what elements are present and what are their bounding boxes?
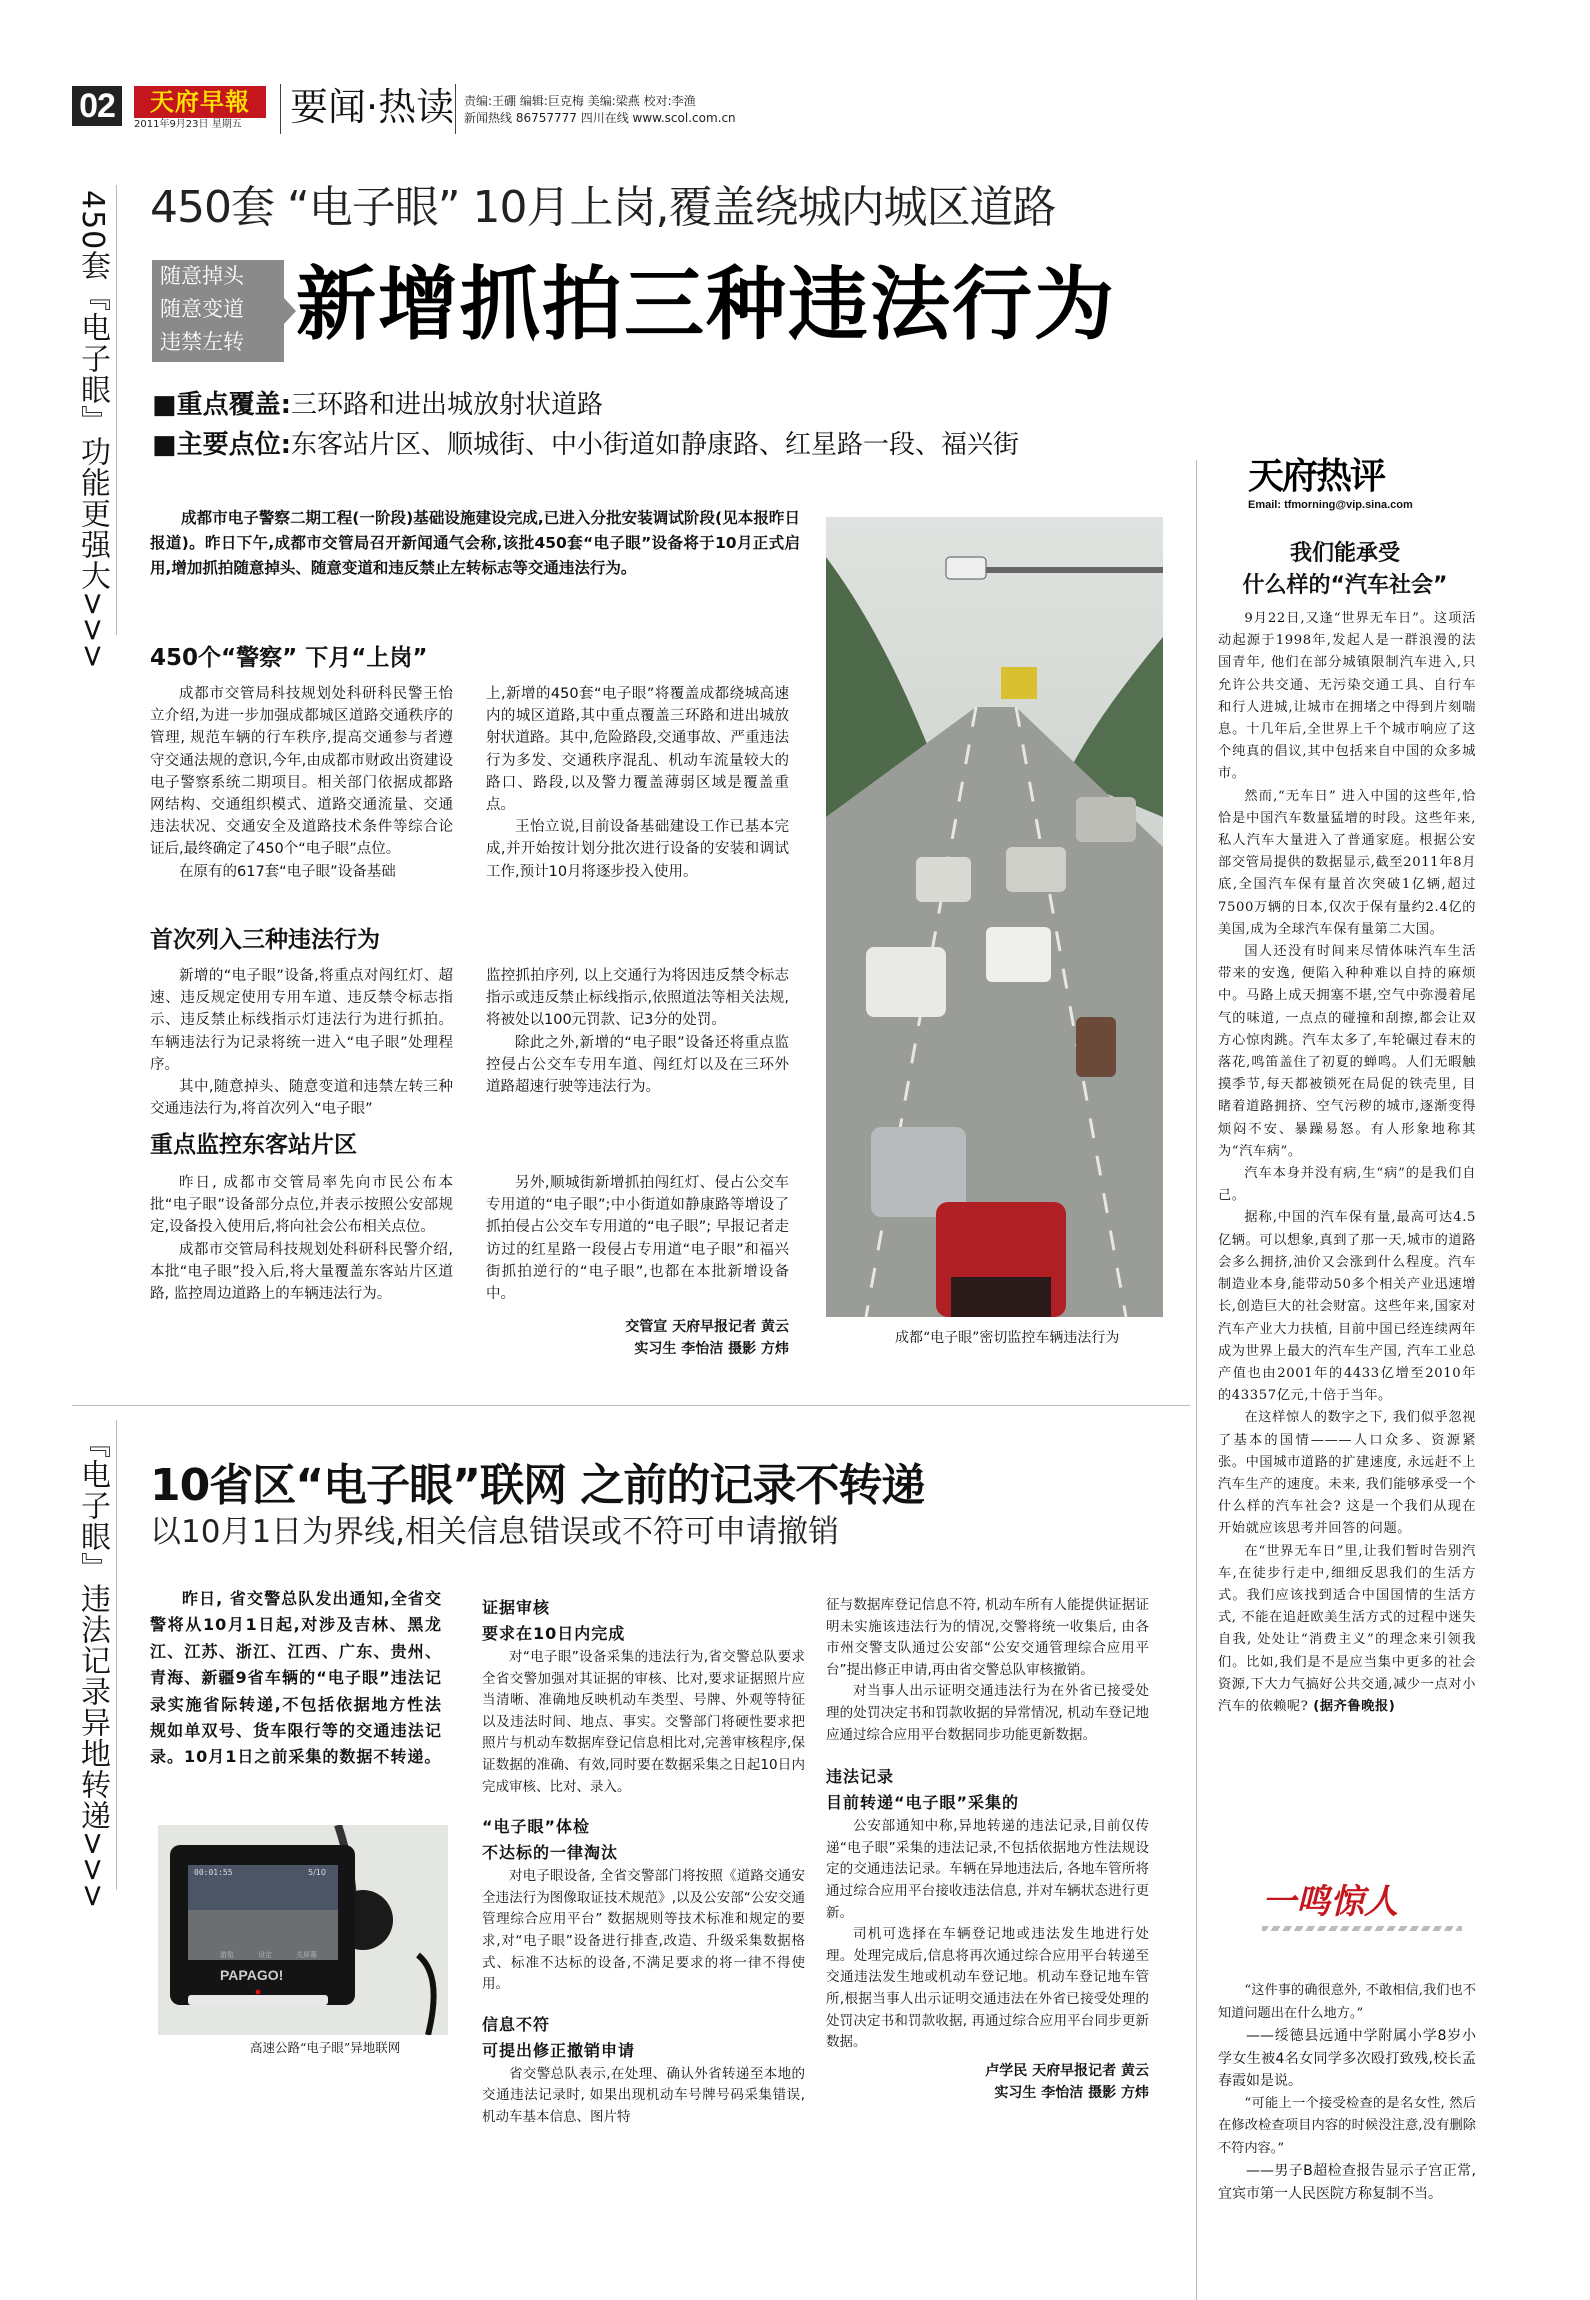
traffic-photo bbox=[826, 517, 1163, 1317]
article1-lead: 成都市电子警察二期工程(一阶段)基础设施建设完成,已进入分批安装调试阶段(见本报昨日报道)。昨日下午,成都市交管局召开新闻通气会称,该批450套“电子眼”设备将于10月正式启用,增加抓拍随意掉头、随意变道和违反禁止左转标志等交通违法行为。 bbox=[150, 509, 800, 577]
subhead: 目前转递“电子眼”采集的 bbox=[826, 1793, 1020, 1813]
header-divider bbox=[455, 84, 456, 134]
paragraph: 省交警总队表示,在处理、确认外省转递至本地的交通违法记录时, 如果出现机动车号牌号码采集错误,机动车基本信息、图片特 bbox=[482, 2065, 805, 2125]
dashcam-image bbox=[158, 1825, 448, 2035]
article2-lead: 昨日, 省交警总队发出通知,全省交警将从10月1日起,对涉及吉林、黑龙江、江苏、浙江、江西、广东、贵州、青海、新疆9省车辆的“电子眼”违法记录实施省际转递,不包括依据地方性法规如单双号、货车限行等的交通违法记录。10月1日之前采集的数据不转递。 bbox=[150, 1589, 442, 1767]
paragraph: 对电子眼设备, 全省交警部门将按照《道路交通安全违法行为图像取证技术规范》,以及公安部“公安交通管理综合应用平台” 数据规则等技术标准和规定的要求,对“电子眼”设备进行排查,改造、升级采集数据格式、标准不达标的设备,不满足要求的将一律不得使用。 bbox=[482, 1868, 805, 1993]
tag: 违禁左转 bbox=[160, 330, 244, 354]
title-line: 什么样的“汽车社会” bbox=[1242, 573, 1448, 598]
paragraph: 在这样惊人的数字之下, 我们似乎忽视了基本的国情———人口众多、资源紧张。中国城市道路的扩建速度, 永远赶不上汽车生产的速度。未来, 我们能够承受一个什么样的汽车社会? 这是一个我们从现在开始就应该思考并回答的问题。 bbox=[1218, 1410, 1476, 1537]
key-point-text: 三环路和进出城放射状道路 bbox=[290, 390, 603, 420]
article2-col-right bbox=[826, 1595, 1149, 2104]
subhead: 重点监控东客站片区 bbox=[150, 1132, 357, 1158]
subhead: 要求在10日内完成 bbox=[482, 1624, 626, 1643]
subhead: 信息不符 bbox=[482, 2014, 551, 2034]
camera-menu-item: 游览 bbox=[220, 1951, 234, 1959]
title-line: 我们能承受 bbox=[1289, 541, 1400, 566]
key-point-text: 东客站片区、顺城街、中小街道如静康路、红星路一段、福兴街 bbox=[290, 430, 1019, 460]
quote: “这件事的确很意外, 不敢相信,我们也不知道问题出在什么地方。” bbox=[1218, 1983, 1476, 2021]
section-body bbox=[482, 2064, 805, 2129]
paragraph: 在原有的617套“电子眼”设备基础 bbox=[179, 863, 396, 880]
byline-line: 实习生 李怡洁 摄影 方炜 bbox=[634, 1341, 789, 1357]
article1-col-left bbox=[150, 1172, 453, 1305]
paragraph: 征与数据库登记信息不符, 机动车所有人能提供证据证明未实施该违法行为的情况,交警将统一收集后, 由各市州交警支队通过公安部“公安交通管理综合应用平台”提出修正申请,再由省交警总队审核撤销。 bbox=[826, 1597, 1149, 1678]
tag: 随意掉头 bbox=[160, 264, 244, 288]
dashcam-caption: 高速公路“电子眼”异地联网 bbox=[250, 2040, 401, 2055]
paragraph: 新增的“电子眼”设备,将重点对闯红灯、超速、违反规定使用专用车道、违反禁令标志指示、违反禁止标线指示灯违法行为进行抓拍。车辆违法行为记录将统一进入“电子眼”处理程序。 bbox=[150, 968, 453, 1073]
article1-col-right bbox=[486, 965, 789, 1098]
article1-col-left bbox=[150, 965, 453, 1120]
section-body bbox=[482, 1647, 805, 1798]
side-rule bbox=[116, 1420, 117, 1890]
section-body bbox=[482, 1866, 805, 1996]
dashcam-photo bbox=[158, 1825, 448, 2035]
credits-line-2: 新闻热线 86757777 四川在线 www.scol.com.cn bbox=[464, 111, 736, 125]
section-title: 要闻·热读 bbox=[290, 85, 455, 129]
commentary-source: (据齐鲁晚报) bbox=[1313, 1698, 1396, 1714]
article1-byline bbox=[486, 1316, 789, 1360]
tag: 随意变道 bbox=[160, 297, 244, 321]
camera-brand: PAPAGO! bbox=[220, 1967, 284, 1983]
camera-time: 00:01:55 bbox=[194, 1868, 233, 1877]
article1-kicker: 450套 “电子眼” 10月上岗,覆盖绕城内城区道路 bbox=[150, 182, 1056, 233]
commentary-email: Email: tfmorning@vip.sina.com bbox=[1248, 499, 1413, 511]
article1-col-left bbox=[150, 683, 453, 883]
section-body bbox=[826, 1816, 1149, 2054]
paragraph: 汽车本身并没有病,生“病”的是我们自己。 bbox=[1218, 1166, 1476, 1204]
page-number: 02 bbox=[72, 86, 122, 126]
editor-credits bbox=[464, 93, 736, 127]
paragraph: 国人还没有时间来尽情体味汽车生活带来的安逸, 便陷入种种难以自持的麻烦中。马路上成天拥塞不堪,空气中弥漫着尾气的味道, 一点点的碰撞和刮擦,都会让双方心惊肉跳。汽车太多了,车轮碾过春末的落花,鸣笛盖住了初夏的蝉鸣。人们无暇触摸季节,每天都被锁死在局促的铁壳里, 目睹着道路拥挤、空气污秽的城市,逐渐变得烦闷不安、暴躁易怒。有人形象地称其为“汽车病”。 bbox=[1218, 944, 1476, 1159]
logo-text: 天府热评 bbox=[1248, 456, 1385, 497]
paragraph-text: 在“世界无车日”里,让我们暂时告别汽车,在徒步行走中,细细反思我们的生活方式。我们应该找到适合中国国情的生活方式, 不能在追赶欧美生活方式的过程中迷失自我, 处处让“消费主义”的理念来引领我们。比如,我们是不是应当集中更多的社会资源,下大力气搞好公共交通,减少一点对小汽车的依赖呢? bbox=[1218, 1543, 1476, 1714]
logo-stripes bbox=[1262, 1926, 1462, 1931]
camera-menu-item: 关屏幕 bbox=[296, 1951, 317, 1959]
traffic-photo-image bbox=[826, 517, 1163, 1317]
subhead: 首次列入三种违法行为 bbox=[150, 927, 380, 953]
paragraph: 对“电子眼”设备采集的违法行为,省交警总队要求全省交警加强对其证据的审核、比对,要求证据照片应当清晰、准确地反映机动车类型、号牌、外观等特征以及违法时间、地点、事实。交警部门将硬性要求把照片与机动车数据库登记信息相比对,完善审核程序,保证数据的准确、有效,同时要在数据采集之日起10日内完成审核、比对、录入。 bbox=[482, 1649, 805, 1795]
subhead: 450个“警察” 下月“上岗” bbox=[150, 645, 428, 671]
article2-subheadline: 以10月1日为界线,相关信息错误或不符可申请撤销 bbox=[150, 1514, 840, 1550]
article2-col-middle bbox=[482, 1595, 805, 2129]
byline-line: 交管宣 天府早报记者 黄云 bbox=[625, 1319, 789, 1335]
paragraph: 上,新增的450套“电子眼”将覆盖成都绕城高速内的城区道路,其中重点覆盖三环路和进出城放射状道路。其中,危险路段,交通事故、严重违法行为多发、交通秩序混乱、机动车流量较大的路口、路段,以及警力覆盖薄弱区域是覆盖重点。 bbox=[486, 686, 789, 814]
article1-col-right bbox=[486, 1172, 789, 1305]
side-label-bottom: 『电子眼』违法记录异地转递>>> bbox=[75, 1428, 110, 1910]
key-point bbox=[152, 425, 1019, 465]
violation-tags bbox=[152, 260, 284, 362]
camera-count: 5/10 bbox=[308, 1868, 326, 1877]
quote-attribution: ——男子B超检查报告显示子宫正常,宜宾市第一人民医院方称复制不当。 bbox=[1218, 2163, 1476, 2202]
paragraph: 据称,中国的汽车保有量,最高可达4.5亿辆。可以想象,真到了那一天,城市的道路会多么拥挤,油价又会涨到什么程度。汽车制造业本身,能带动50多个相关产业迅速增长,创造巨大的社会财富。这些年来,国家对汽车产业大力扶植, 目前中国已经连续两年成为世界上最大的汽车生产国, 汽车工业总产值也由2001年的4433亿增至2010年的43357亿元,十倍于当年。 bbox=[1218, 1210, 1476, 1404]
section-body bbox=[826, 1595, 1149, 1746]
key-point-label: ■主要点位: bbox=[152, 430, 291, 460]
paragraph: 成都市交管局科技规划处科研科民警王怡立介绍,为进一步加强成都城区道路交通秩序的管理, 规范车辆的行车秩序,提高交通参与者遵守交通法规的意识,今年,由成都市财政出资建设电子警察系统二期项目。相关部门依据成都路网结构、交通组织模式、道路交通流量、交通违法状况、交通安全及道路技术条件等综合论证后,最终确定了450个“电子眼”点位。 bbox=[150, 686, 453, 858]
issue-date: 2011年9月23日 星期五 bbox=[134, 119, 242, 130]
byline-line: 实习生 李怡洁 摄影 方炜 bbox=[994, 2084, 1149, 2101]
credits-line-1: 责编:王硼 编辑:巨克梅 美编:梁燕 校对:李渔 bbox=[464, 94, 696, 108]
article2-headline: 10省区“电子眼”联网 之前的记录不转递 bbox=[150, 1460, 925, 1511]
article1-headline: 新增抓拍三种违法行为 bbox=[296, 258, 1116, 351]
quotes-body bbox=[1218, 1980, 1476, 2205]
article-divider bbox=[72, 1405, 1190, 1406]
paragraph bbox=[1218, 1541, 1476, 1719]
commentary-body bbox=[1218, 608, 1476, 1718]
key-point bbox=[152, 385, 1019, 425]
key-point-label: ■重点覆盖: bbox=[152, 390, 291, 420]
article1-col-right bbox=[486, 683, 789, 883]
column-divider bbox=[1196, 460, 1197, 2300]
subhead: 证据审核 bbox=[482, 1598, 551, 1617]
paragraph: 昨日, 成都市交管局率先向市民公布本批“电子眼”设备部分点位,并表示按照公安部规定,设备投入使用后,将向社会公布相关点位。 bbox=[150, 1175, 453, 1236]
subhead: 可提出修正撤销申请 bbox=[482, 2040, 636, 2060]
camera-menu-item: 设定 bbox=[258, 1951, 272, 1959]
header-divider bbox=[280, 84, 281, 134]
side-label-top: 450套『电子眼』功能更强大>>> bbox=[75, 190, 110, 670]
paragraph: 然而,“无车日” 进入中国的这些年,恰恰是中国汽车数量猛增的时段。这些年来, 私人汽车大量进入了普通家庭。根据公安部交管局提供的数据显示,截至2011年8月底,全国汽车保有量首次突破1亿辆,超过7500万辆的日本,仅次于保有量约2.4亿的美国,成为全球汽车保有量第二大国。 bbox=[1218, 788, 1476, 937]
paragraph: 监控抓拍序列, 以上交通行为将因违反禁令标志指示或违反禁止标线指示,依照道法等相关法规,将被处以100元罚款、记3分的处罚。 bbox=[486, 968, 789, 1029]
logo-text: 一鸣惊人 bbox=[1262, 1882, 1398, 1922]
subhead: 不达标的一律淘汰 bbox=[482, 1843, 619, 1863]
newspaper-logo: 天府早報 bbox=[134, 86, 266, 118]
key-points bbox=[152, 385, 1019, 465]
byline-line: 卢学民 天府早报记者 黄云 bbox=[985, 2062, 1149, 2079]
paragraph: 除此之外,新增的“电子眼”设备还将重点监控侵占公交车专用车道、闯红灯以及在三环外道路超速行驶等违法行为。 bbox=[486, 1034, 789, 1096]
subhead: 违法记录 bbox=[826, 1767, 895, 1787]
paragraph: 对当事人出示证明交通违法行为在外省已接受处理的处罚决定书和罚款收据的异常情况, 机动车登记地应通过综合应用平台数据同步功能更新数据。 bbox=[826, 1683, 1149, 1743]
quote-attribution: ——绥德县远通中学附属小学8岁小学女生被4名女同学多次殴打致残,校长孟春霞如是说。 bbox=[1218, 2028, 1476, 2089]
paragraph: 成都市交管局科技规划处科研科民警介绍,本批“电子眼”投入后,将大量覆盖东客站片区道路, 监控周边道路上的车辆违法行为。 bbox=[150, 1241, 453, 1303]
paragraph: 公安部通知中称,异地转递的违法记录,目前仅传递“电子眼”采集的违法记录,不包括依据地方性法规设定的交通违法记录。车辆在异地违法后, 各地车管所将通过综合应用平台接收违法信息, 并对车辆状态进行更新。 bbox=[826, 1818, 1149, 1921]
paragraph: 王怡立说,目前设备基础建设工作已基本完成,并开始按计划分批次进行设备的安装和调试工作,预计10月将逐步投入使用。 bbox=[486, 819, 789, 880]
quote: “可能上一个接受检查的是名女性, 然后在修改检查项目内容的时候没注意,没有删除不符内容。” bbox=[1218, 2095, 1476, 2156]
subhead: “电子眼”体检 bbox=[482, 1817, 591, 1837]
paragraph: 司机可选择在车辆登记地或违法发生地进行处理。处理完成后,信息将再次通过综合应用平台转递至交通违法发生地或机动车登记地。机动车登记地车管所,根据当事人出示证明交通违法在外省已接受处理的处罚决定书和罚款收据, 再通过综合应用平台同步更新数据。 bbox=[826, 1926, 1149, 2051]
article2-byline bbox=[826, 2060, 1149, 2104]
paragraph: 9月22日,又逢“世界无车日”。这项活动起源于1998年,发起人是一群浪漫的法国青年, 他们在部分城镇限制汽车进入,只允许公共交通、无污染交通工具、自行车和行人进城,让城市在拥堵之中得到片刻喘息。十几年后,全世界上千个城市响应了这个纯真的倡议,其中包括来自中国的众多城市。 bbox=[1218, 611, 1476, 782]
photo-caption: 成都“电子眼”密切监控车辆违法行为 bbox=[895, 1330, 1120, 1346]
side-rule bbox=[116, 185, 117, 635]
paragraph: 另外,顺城街新增抓拍闯红灯、侵占公交车专用道的“电子眼”;中小街道如静康路等增设了抓拍侵占公交车专用道的“电子眼”; 早报记者走访过的红星路一段侵占专用道“电子眼”和福兴街抓拍逆行的“电子眼”,也都在本批新增设备中。 bbox=[486, 1175, 789, 1303]
paragraph: 其中,随意掉头、随意变道和违禁左转三种交通违法行为,将首次列入“电子眼” bbox=[150, 1079, 453, 1118]
commentary-title bbox=[1210, 538, 1480, 602]
quotes-logo bbox=[1262, 1880, 1462, 1930]
